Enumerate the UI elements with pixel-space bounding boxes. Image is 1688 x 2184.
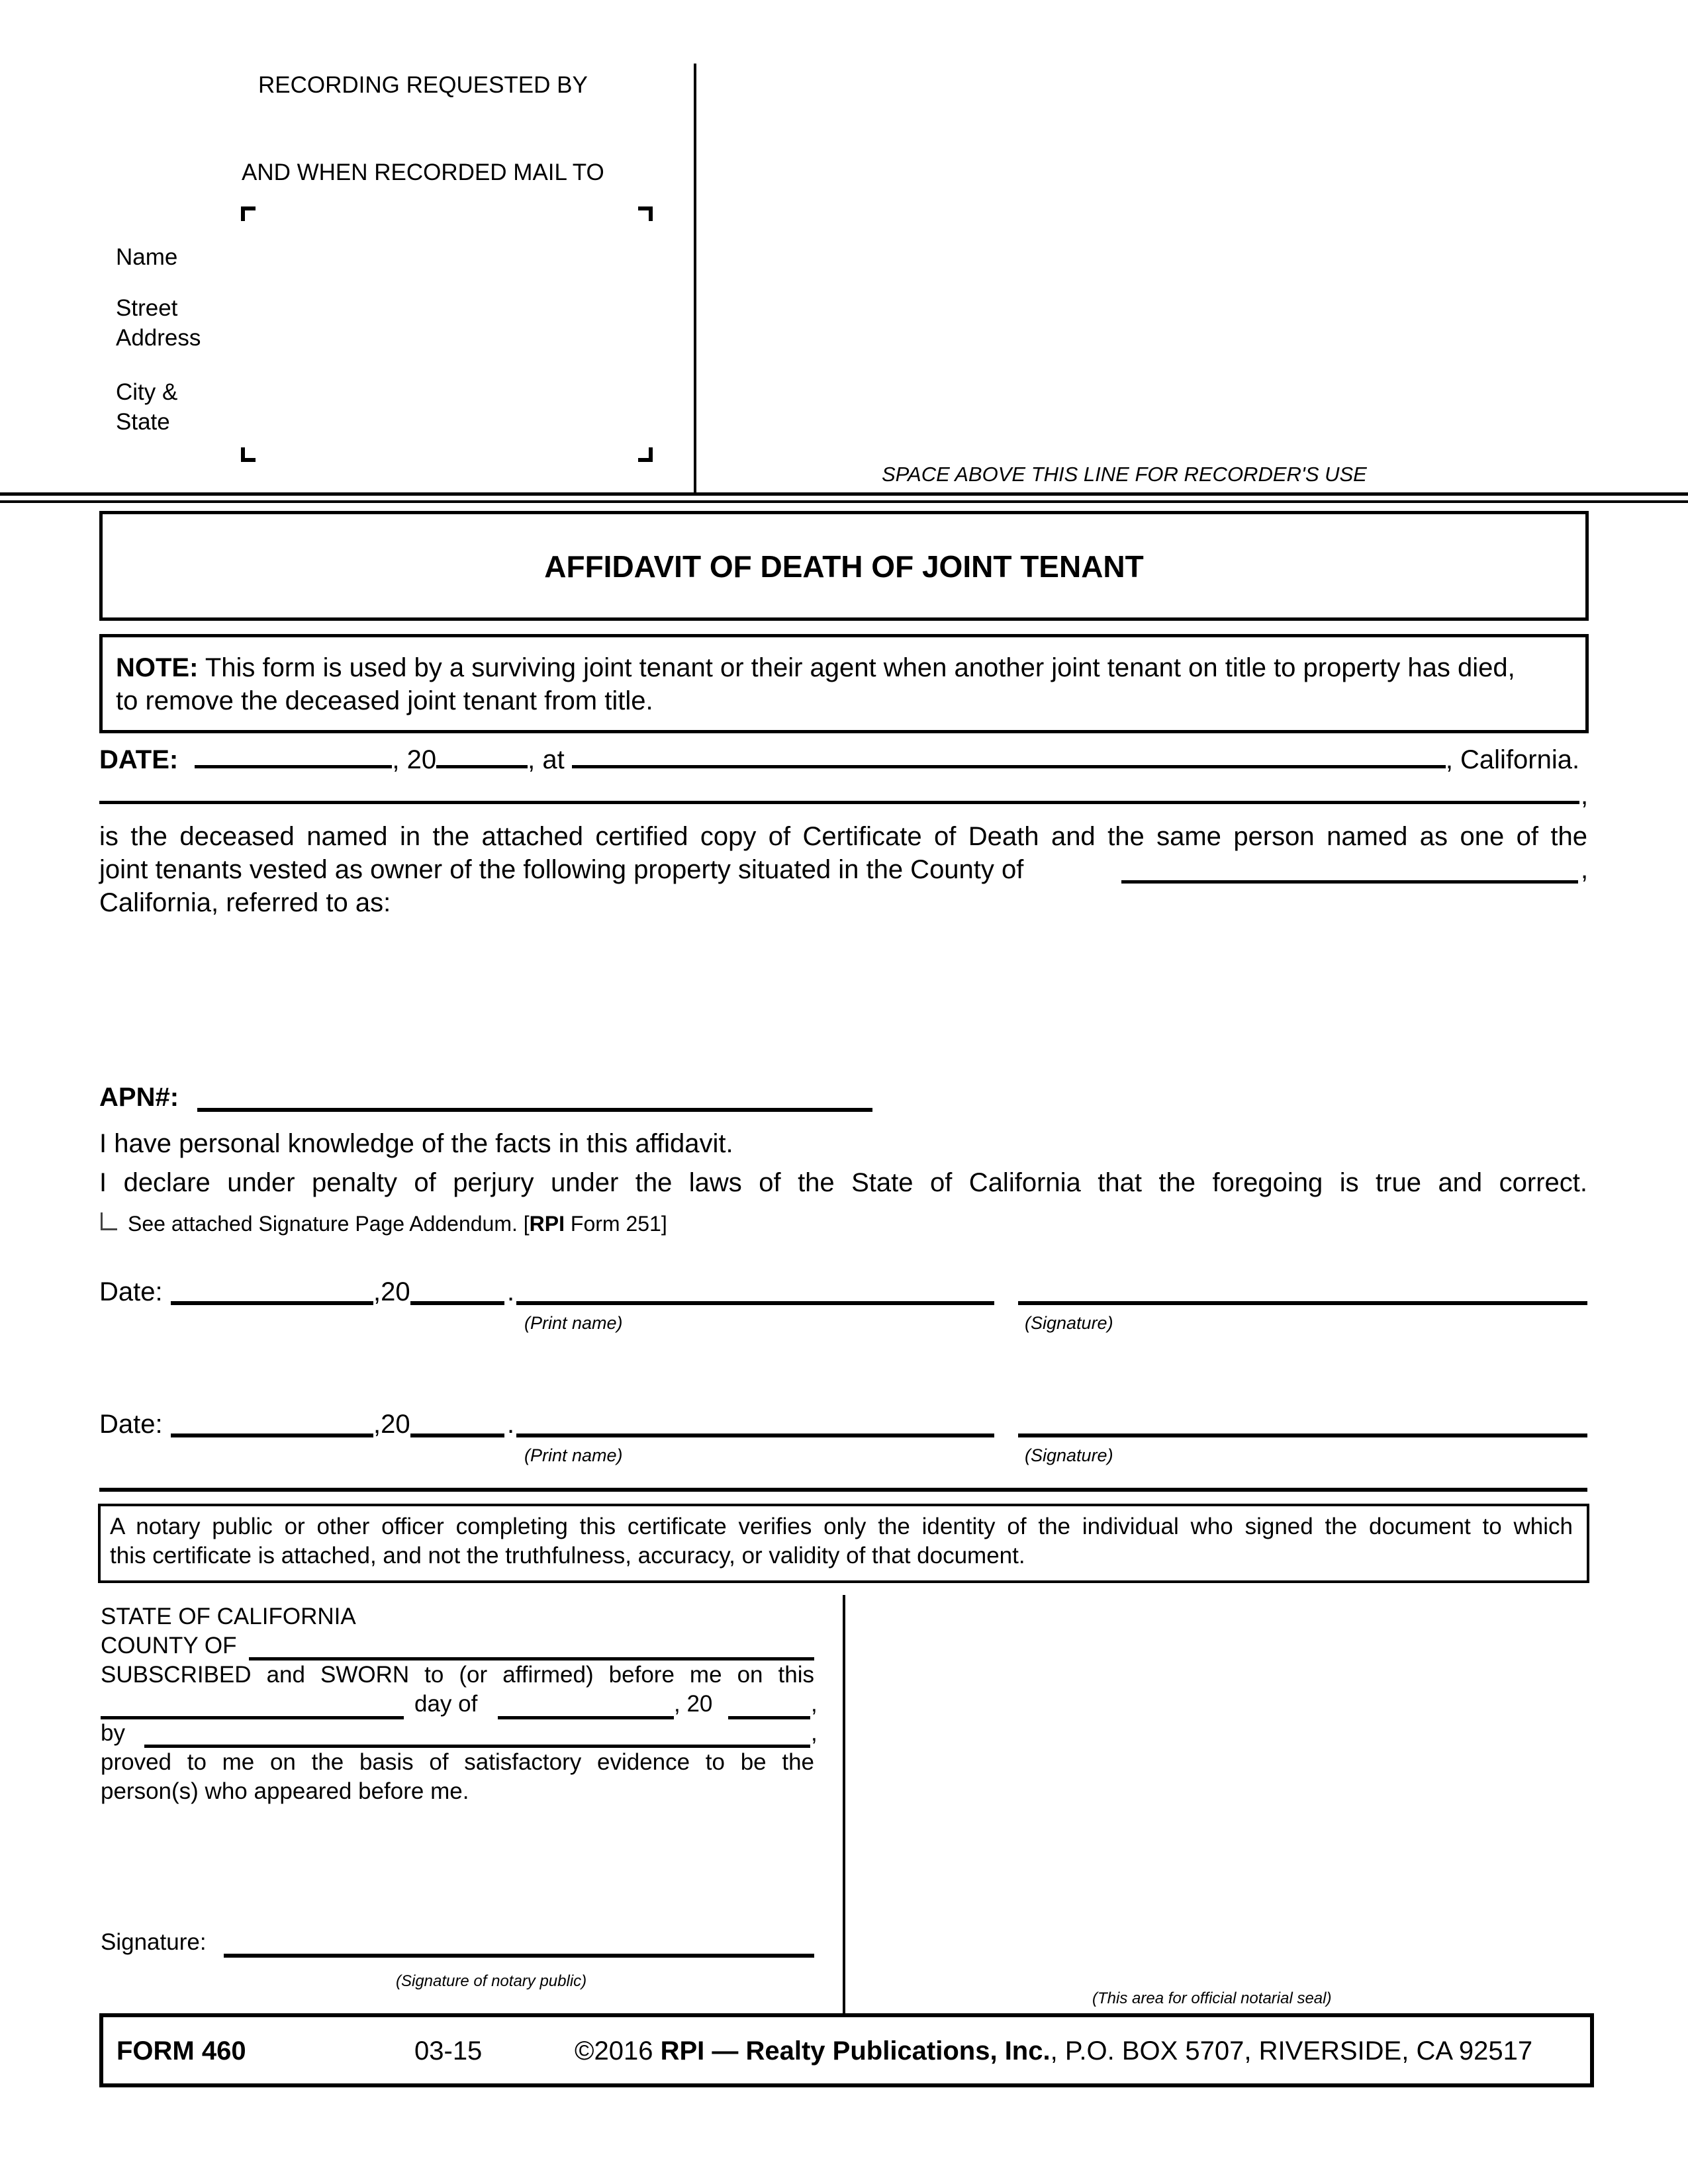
note-line-1 bbox=[116, 652, 1515, 684]
notary-proved-line-1: proved to me on the basis of satisfactory evidence to be the bbox=[101, 1749, 814, 1775]
deceased-comma: , bbox=[1581, 781, 1589, 810]
notary-day-field[interactable] bbox=[101, 1716, 404, 1719]
sig2-print-name-caption: (Print name) bbox=[524, 1445, 623, 1465]
note-text-1: This form is used by a surviving joint tenant or their agent when another joint tenant on title to property has died, bbox=[198, 653, 1515, 682]
footer-form-number: FORM 460 bbox=[117, 2036, 246, 2066]
notary-county-field[interactable] bbox=[249, 1657, 814, 1661]
sig2-signature-field[interactable] bbox=[1018, 1433, 1587, 1437]
notary-seal-caption: (This area for official notarial seal) bbox=[1092, 1989, 1332, 2007]
sig2-print-name-field[interactable] bbox=[516, 1433, 994, 1437]
date-california-label: , California. bbox=[1445, 745, 1580, 774]
note-label: NOTE: bbox=[116, 653, 199, 682]
date-at-label: , at bbox=[528, 745, 565, 774]
perjury-declaration-text: I declare under penalty of perjury under the laws of the State of California that the foregoing is true and correct. bbox=[99, 1168, 1587, 1197]
notary-month-field[interactable] bbox=[498, 1716, 674, 1719]
recording-requested-by-label: RECORDING REQUESTED BY bbox=[258, 72, 588, 98]
note-box bbox=[99, 634, 1589, 733]
notary-year-comma: , bbox=[811, 1691, 818, 1717]
deceased-paragraph-line-3: California, referred to as: bbox=[99, 888, 391, 917]
mail-street-label: Street bbox=[116, 295, 178, 321]
sig1-20-label: ,20 bbox=[373, 1277, 410, 1306]
notary-20-label: , 20 bbox=[674, 1691, 713, 1717]
sig1-signature-caption: (Signature) bbox=[1025, 1313, 1113, 1333]
sig1-print-name-field[interactable] bbox=[516, 1301, 994, 1305]
notary-signature-caption: (Signature of notary public) bbox=[396, 1972, 587, 1990]
recorder-space-note: SPACE ABOVE THIS LINE FOR RECORDER'S USE bbox=[882, 463, 1367, 486]
notary-signature-label: Signature: bbox=[101, 1929, 207, 1955]
recorder-separator-line bbox=[0, 492, 1688, 496]
personal-knowledge-text: I have personal knowledge of the facts in this affidavit. bbox=[99, 1129, 733, 1158]
apn-field[interactable] bbox=[197, 1108, 872, 1112]
sig2-signature-caption: (Signature) bbox=[1025, 1445, 1113, 1465]
apn-label: APN#: bbox=[99, 1083, 179, 1112]
sig1-period: . bbox=[507, 1277, 515, 1306]
notary-notice-line-2: this certificate is attached, and not the truthfulness, accuracy, or validity of that document. bbox=[110, 1543, 1025, 1569]
footer-copyright-pre: ©2016 bbox=[575, 2036, 661, 2066]
notary-proved-line-2: person(s) who appeared before me. bbox=[101, 1778, 469, 1804]
title-box bbox=[99, 511, 1589, 621]
footer-box bbox=[99, 2013, 1594, 2087]
footer-copyright bbox=[575, 2036, 1532, 2066]
notary-by-field[interactable] bbox=[144, 1745, 810, 1748]
notarial-seal-area bbox=[847, 1595, 1587, 2005]
bracket-top-left-icon bbox=[241, 206, 256, 221]
signature-section-divider bbox=[99, 1488, 1587, 1492]
addendum-text bbox=[128, 1210, 667, 1238]
footer-publisher: RPI — Realty Publications, Inc. bbox=[660, 2036, 1051, 2066]
notary-subscribed-text: SUBSCRIBED and SWORN to (or affirmed) before me on this bbox=[101, 1662, 814, 1688]
apn-row bbox=[99, 1081, 179, 1113]
sig1-year-field[interactable] bbox=[410, 1301, 504, 1305]
sig1-date-field[interactable] bbox=[171, 1301, 373, 1305]
date-label: DATE: bbox=[99, 745, 179, 774]
addendum-text-pre: See attached Signature Page Addendum. [ bbox=[128, 1212, 530, 1236]
sig2-20-label: ,20 bbox=[373, 1410, 410, 1439]
sig2-date-field[interactable] bbox=[171, 1433, 373, 1437]
deceased-paragraph-line-2: joint tenants vested as owner of the following property situated in the County of bbox=[99, 855, 1024, 884]
bracket-bottom-left-icon bbox=[241, 447, 256, 462]
mail-state-label: State bbox=[116, 409, 170, 435]
mail-address-label: Address bbox=[116, 325, 201, 351]
page-title: AFFIDAVIT OF DEATH OF JOINT TENANT bbox=[544, 549, 1144, 584]
notary-year-field[interactable] bbox=[728, 1716, 810, 1719]
recorder-divider bbox=[694, 64, 696, 494]
notary-notice-box bbox=[98, 1504, 1589, 1583]
footer-revision: 03-15 bbox=[414, 2036, 483, 2066]
addendum-checkbox[interactable] bbox=[101, 1212, 117, 1230]
notary-notice-line-1: A notary public or other officer completing this certificate verifies only the identity of the individual who signed the document to which bbox=[110, 1514, 1573, 1539]
date-location-field[interactable] bbox=[572, 743, 1446, 768]
date-line bbox=[99, 743, 1579, 776]
deceased-paragraph-line-1: is the deceased named in the attached certified copy of Certificate of Death and the same person named as one of the bbox=[99, 822, 1587, 851]
property-description-area[interactable] bbox=[99, 927, 1587, 1072]
notary-by-comma: , bbox=[811, 1720, 818, 1746]
date-year-field[interactable] bbox=[436, 743, 528, 768]
county-field[interactable] bbox=[1121, 880, 1578, 884]
notary-by-label: by bbox=[101, 1720, 125, 1746]
sig1-date-label: Date: bbox=[99, 1277, 163, 1306]
notary-signature-field[interactable] bbox=[224, 1954, 814, 1958]
mail-city-label: City & bbox=[116, 379, 178, 405]
mail-name-label: Name bbox=[116, 244, 178, 270]
note-line-2: to remove the deceased joint tenant from title. bbox=[116, 686, 653, 715]
sig2-date-label: Date: bbox=[99, 1410, 163, 1439]
notary-state: STATE OF CALIFORNIA bbox=[101, 1604, 356, 1629]
notary-county-label: COUNTY OF bbox=[101, 1633, 237, 1659]
notary-seal-divider bbox=[843, 1595, 845, 2015]
notary-day-of-label: day of bbox=[414, 1691, 478, 1717]
bracket-bottom-right-icon bbox=[638, 447, 653, 462]
recorder-separator-line-2 bbox=[0, 500, 1688, 503]
date-month-day-field[interactable] bbox=[195, 743, 392, 768]
bracket-top-right-icon bbox=[638, 206, 653, 221]
deceased-name-field[interactable] bbox=[99, 801, 1579, 804]
sig1-signature-field[interactable] bbox=[1018, 1301, 1587, 1305]
sig2-year-field[interactable] bbox=[410, 1433, 504, 1437]
date-20-label: , 20 bbox=[392, 745, 437, 774]
addendum-rpi: RPI bbox=[529, 1212, 565, 1236]
sig1-print-name-caption: (Print name) bbox=[524, 1313, 623, 1333]
sig2-period: . bbox=[507, 1410, 515, 1439]
addendum-text-post: Form 251] bbox=[565, 1212, 667, 1236]
county-comma: , bbox=[1581, 855, 1589, 884]
footer-address: , P.O. BOX 5707, RIVERSIDE, CA 92517 bbox=[1050, 2036, 1533, 2066]
when-recorded-mail-to-label: AND WHEN RECORDED MAIL TO bbox=[242, 159, 604, 185]
